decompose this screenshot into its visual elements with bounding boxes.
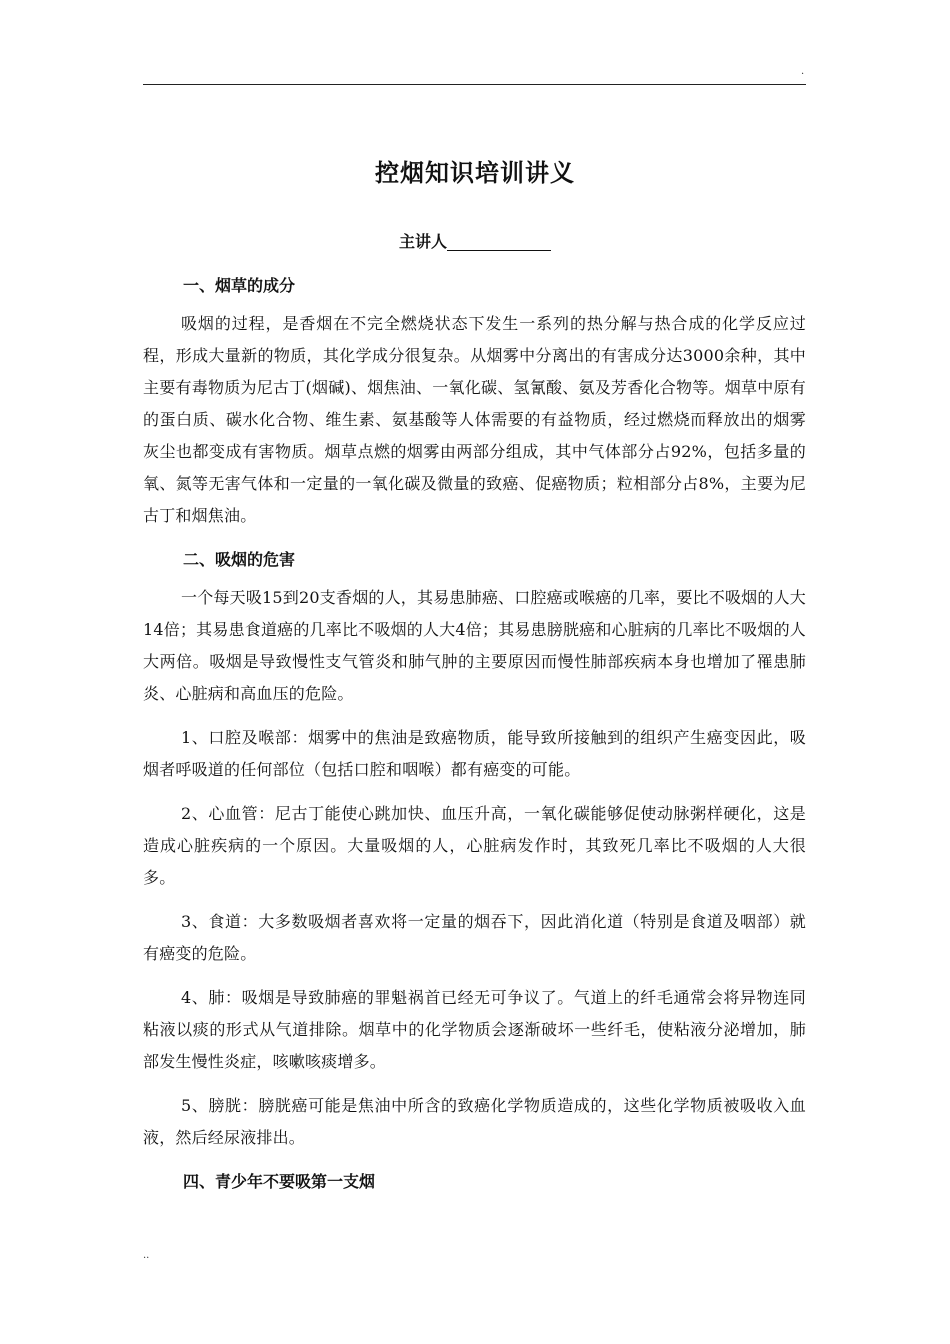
section-heading-youth: 四、青少年不要吸第一支烟 (183, 1172, 376, 1191)
document-body (143, 270, 806, 1198)
footer-corner-mark: .. (143, 1250, 150, 1261)
presenter-line (0, 228, 950, 256)
paragraph-hazard-bladder: 5、膀胱：膀胱癌可能是焦油中所含的致癌化学物质造成的，这些化学物质被吸收入血液，然后经尿液排出。 (143, 1096, 806, 1147)
section-heading-hazards: 二、吸烟的危害 (183, 550, 296, 569)
paragraph-hazard-mouth-throat: 1、口腔及喉部：烟雾中的焦油是致癌物质，能导致所接触到的组织产生癌变因此，吸烟者呼吸道的任何部位（包括口腔和咽喉）都有癌变的可能。 (143, 728, 806, 779)
paragraph-hazard-cardiovascular: 2、心血管：尼古丁能使心跳加快、血压升高，一氧化碳能够促使动脉粥样硬化，这是造成心脏疾病的一个原因。大量吸烟的人，心脏病发作时，其致死几率比不吸烟的人大很多。 (143, 804, 806, 887)
header-corner-mark: . (801, 66, 805, 77)
presenter-blank (447, 232, 551, 251)
header-rule (143, 84, 806, 85)
paragraph-ingredients: 吸烟的过程，是香烟在不完全燃烧状态下发生一系列的热分解与热合成的化学反应过程，形成大量新的物质，其化学成分很复杂。从烟雾中分离出的有害成分达3000余种，其中主要有毒物质为尼古丁(烟碱)、烟焦油、一氧化碳、氢氰酸、氨及芳香化合物等。烟草中原有的蛋白质、碳水化合物、维生素、氨基酸等人体需要的有益物质，经过燃烧而释放出的烟雾灰尘也都变成有害物质。烟草点燃的烟雾由两部分组成，其中气体部分占92%，包括多量的氧、氮等无害气体和一定量的一氧化碳及微量的致癌、促癌物质；粒相部分占8%，主要为尼古丁和烟焦油。 (143, 314, 806, 525)
presenter-label: 主讲人 (398, 232, 447, 251)
paragraph-hazard-lung: 4、肺：吸烟是导致肺癌的罪魁祸首已经无可争议了。气道上的纤毛通常会将异物连同粘液以痰的形式从气道排除。烟草中的化学物质会逐渐破坏一些纤毛，使粘液分泌增加，肺部发生慢性炎症，咳嗽咳痰增多。 (143, 988, 806, 1071)
document-title: 控烟知识培训讲义 (375, 159, 575, 187)
section-heading-ingredients: 一、烟草的成分 (183, 276, 296, 295)
paragraph-hazard-esophagus: 3、食道：大多数吸烟者喜欢将一定量的烟吞下，因此消化道（特别是食道及咽部）就有癌变的危险。 (143, 912, 806, 963)
paragraph-hazards-intro: 一个每天吸15到20支香烟的人，其易患肺癌、口腔癌或喉癌的几率，要比不吸烟的人大14倍；其易患食道癌的几率比不吸烟的人大4倍；其易患膀胱癌和心脏病的几率比不吸烟的人大两倍。吸烟是导致慢性支气管炎和肺气肿的主要原因而慢性肺部疾病本身也增加了罹患肺炎、心脏病和高血压的危险。 (143, 588, 806, 703)
